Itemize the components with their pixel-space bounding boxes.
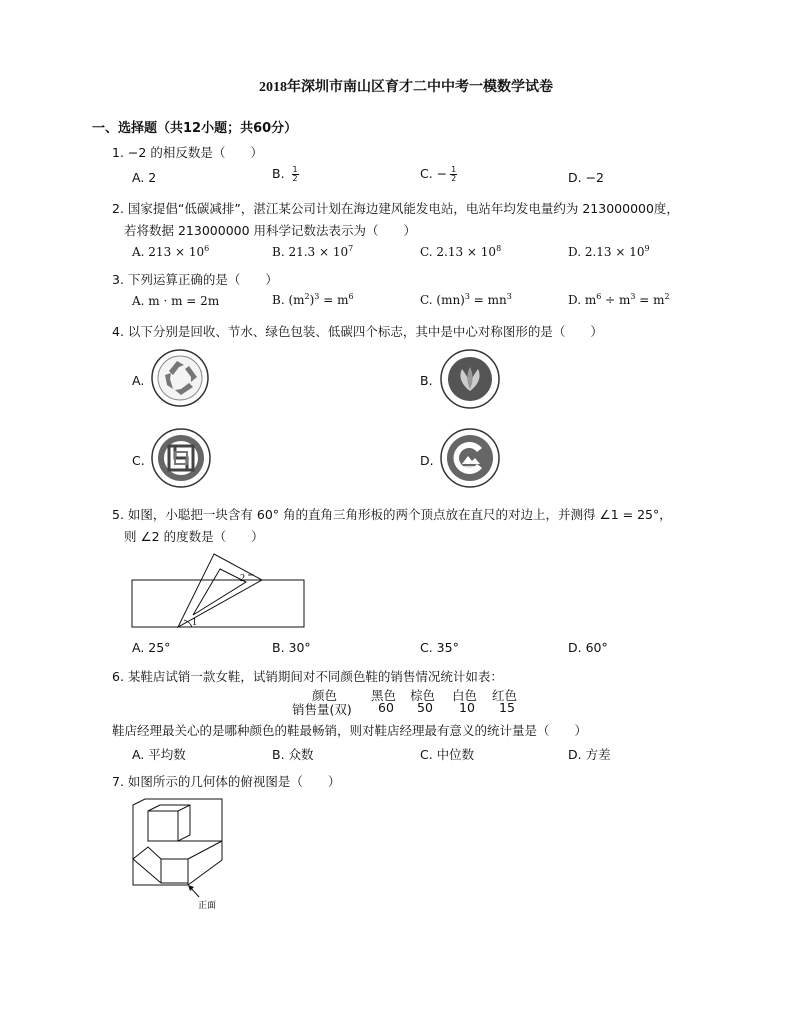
question-7 [112,772,340,790]
table-header: 颜色 [312,688,338,703]
option-a [132,244,209,259]
option-c [420,244,501,259]
low-carbon-logo-icon [440,428,500,488]
page-title: 2018年深圳市南山区育才二中中考一模数学试卷 [259,80,553,95]
option-a: A. 2 [132,170,157,185]
exponent: 9 [644,244,650,253]
table-header: 红色 [492,688,518,703]
option-c [420,166,457,183]
option-b [272,292,354,307]
option-c-label: C. − [420,166,448,181]
question-4 [112,322,603,340]
option-b-text: B. 21.3 × 10 [272,245,349,259]
option-a: A. 平均数 [132,747,186,762]
rhs: = mn [469,293,507,307]
rhs: = m [319,293,349,307]
question-3 [112,270,278,288]
question-5 [112,505,672,523]
rhs: = m [635,293,665,307]
table-cell: 10 [459,700,475,715]
water-saving-logo-icon [440,349,500,409]
option-d: D. 方差 [568,747,611,762]
question-number: 3. [112,272,124,287]
recycle-logo-icon [151,349,209,407]
question-text: 如图，小聪把一块含有 60° 角的直角三角形板的两个顶点放在直尺的对边上，并测得 ∠1 = 25°， [127,507,672,522]
option-d [568,244,650,259]
option-a-text: A. 213 × 10 [132,245,205,259]
option-a: A. 25° [132,640,171,655]
table-header: 黑色 [371,688,397,703]
option-c: C. 35° [420,640,459,655]
option-d-text: D. m [568,293,597,307]
exponent: 6 [348,292,354,301]
question-6-line2: 鞋店经理最关心的是哪种颜色的鞋最畅销，则对鞋店经理最有意义的统计量是（ ） [112,723,588,738]
option-b: B. [420,373,433,388]
option-b [272,166,299,183]
table-header: 白色 [452,688,478,703]
question-6 [112,667,503,685]
divide: ÷ m [601,293,631,307]
solid-figure [128,797,228,912]
angle-2-label: 2 [240,573,245,584]
table-header: 棕色 [410,688,436,703]
question-2-line2: 若将数据 213000000 用科学记数法表示为（ ） [124,223,417,238]
exponent: 8 [496,244,502,253]
option-a: A. m · m = 2m [132,294,220,308]
fraction-denominator: 2 [292,174,298,183]
question-2 [112,199,679,217]
exponent: 7 [348,244,354,253]
section-header: 一、选择题（共12小题；共60分） [92,121,298,136]
option-c-text: C. (mn) [420,293,465,307]
table-cell: 15 [499,700,515,715]
question-number: 2. [112,201,124,216]
table-row-label: 销售量(双) [292,702,352,717]
option-c: C. [132,453,145,468]
sales-table [292,686,526,717]
question-text: 以下分别是回收、节水、绿色包装、低碳四个标志，其中是中心对称图形的是（ ） [127,324,603,339]
option-a: A. [132,373,145,388]
exponent: 6 [596,292,602,301]
fraction-numerator: 1 [451,165,457,174]
table-cell: 50 [417,700,433,715]
question-number: 7. [112,774,124,789]
question-number: 4. [112,324,124,339]
option-d-text: D. 2.13 × 10 [568,245,645,259]
paren: ) [309,293,315,307]
option-b [272,244,353,259]
angle-1-label: 1 [192,617,197,628]
exponent: 3 [506,292,512,301]
option-b: B. 30° [272,640,311,655]
option-b-label: B. [272,166,289,181]
option-d: D. [420,453,434,468]
option-c [420,292,512,307]
table-cell: 60 [378,700,394,715]
exponent: 3 [314,292,320,301]
question-1 [112,143,263,161]
front-label: 正面 [198,901,217,911]
option-d: D. 60° [568,640,608,655]
option-b-text: B. (m [272,293,305,307]
green-packaging-logo-icon [151,428,211,488]
question-text: 某鞋店试销一款女鞋，试销期间对不同颜色鞋的销售情况统计如表： [127,669,503,684]
fraction [450,166,457,183]
exponent: 3 [464,292,470,301]
fraction [292,166,299,183]
question-text: 国家提倡“低碳减排”，湛江某公司计划在海边建风能发电站，电站年均发电量约为 213000000度， [127,201,679,216]
question-number: 5. [112,507,124,522]
question-text: 下列运算正确的是（ ） [127,272,278,287]
exponent: 3 [630,292,636,301]
exponent: 2 [664,292,670,301]
fraction-denominator: 2 [451,174,457,183]
option-c: C. 中位数 [420,747,475,762]
exponent: 6 [204,244,210,253]
ruler-triangle-figure [128,551,308,633]
question-text: 如图所示的几何体的俯视图是（ ） [127,774,341,789]
fraction-numerator: 1 [292,165,298,174]
exponent: 2 [304,292,310,301]
question-number: 6. [112,669,124,684]
option-d: D. −2 [568,170,604,185]
question-text: −2 的相反数是（ ） [127,145,263,160]
question-number: 1. [112,145,124,160]
option-d [568,292,670,307]
option-b: B. 众数 [272,747,314,762]
option-c-text: C. 2.13 × 10 [420,245,497,259]
question-5-line2: 则 ∠2 的度数是（ ） [124,529,264,544]
